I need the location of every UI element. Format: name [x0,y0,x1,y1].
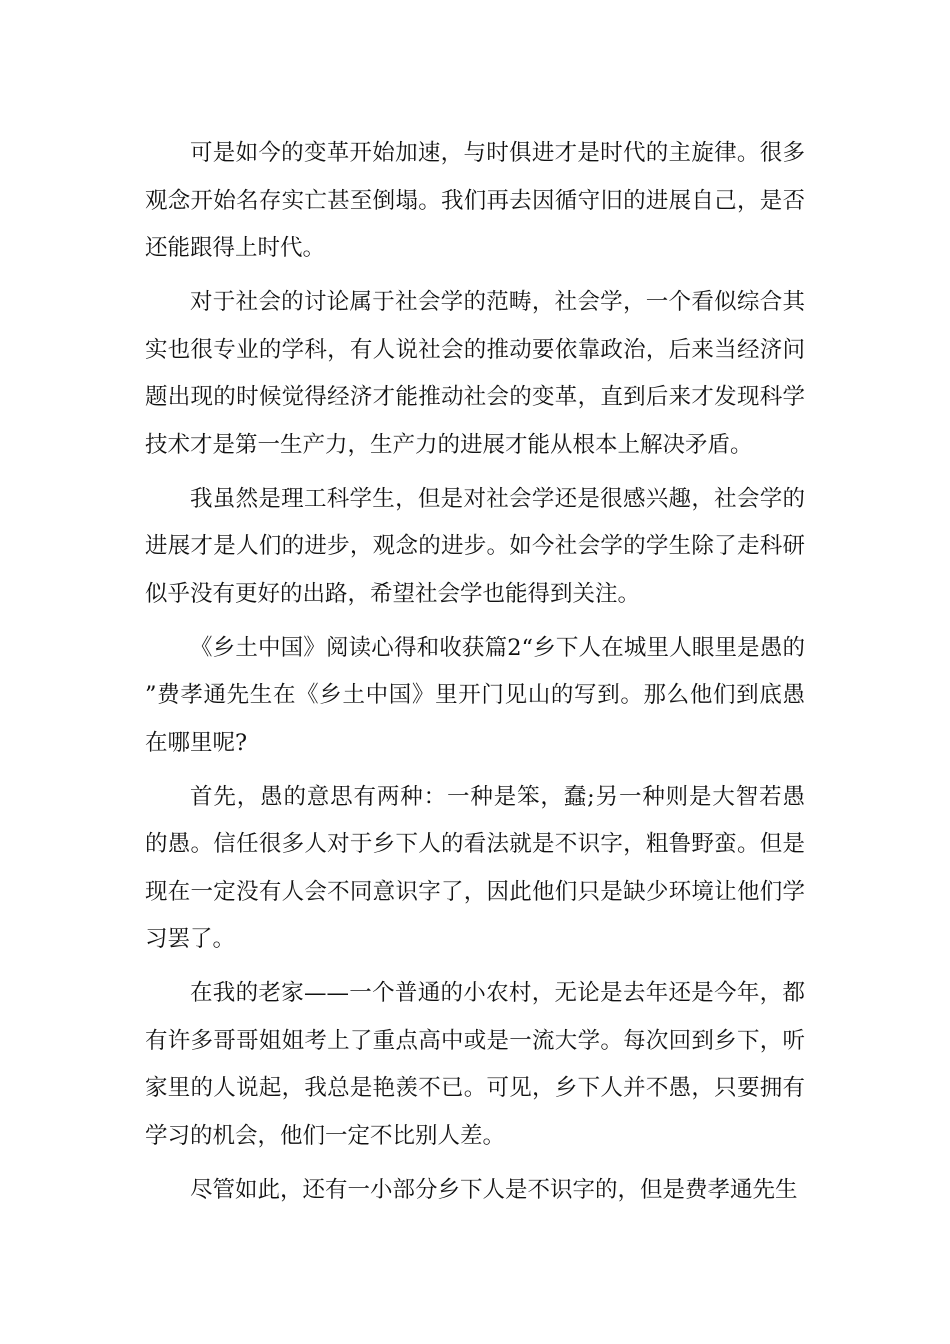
paragraph-1: 可是如今的变革开始加速，与时俱进才是时代的主旋律。很多观念开始名存实亡甚至倒塌。我们再去因循守旧的进展自己，是否还能跟得上时代。 [145,140,805,261]
paragraph-5: 首先，愚的意思有两种：一种是笨，蠢;另一种则是大智若愚的愚。信任很多人对于乡下人的看法就是不识字，粗鲁野蛮。但是现在一定没有人会不同意识字了，因此他们只是缺少环境让他们学习罢了。 [145,783,805,952]
paragraph-2: 对于社会的讨论属于社会学的范畴，社会学，一个看似综合其实也很专业的学科，有人说社会的推动要依靠政治，后来当经济问题出现的时候觉得经济才能推动社会的变革，直到后来才发现科学技术才是第一生产力，生产力的进展才能从根本上解决矛盾。 [145,289,805,458]
paragraph-3: 我虽然是理工科学生，但是对社会学还是很感兴趣，社会学的进展才是人们的进步，观念的进步。如今社会学的学生除了走科研似乎没有更好的出路，希望社会学也能得到关注。 [145,485,805,607]
paragraph-4: 《乡土中国》阅读心得和收获篇2“乡下人在城里人眼里是愚的”费孝通先生在《乡土中国》里开门见山的写到。那么他们到底愚在哪里呢? [145,634,805,756]
paragraph-7: 尽管如此，还有一小部分乡下人是不识字的，但是费孝通先生 [190,1176,798,1203]
document-body [145,130,805,1221]
paragraph-6: 在我的老家——一个普通的小农村，无论是去年还是今年，都有许多哥哥姐姐考上了重点高中或是一流大学。每次回到乡下，听家里的人说起，我总是艳羡不已。可见，乡下人并不愚，只要拥有学习的机会，他们一定不比别人差。 [145,980,805,1149]
